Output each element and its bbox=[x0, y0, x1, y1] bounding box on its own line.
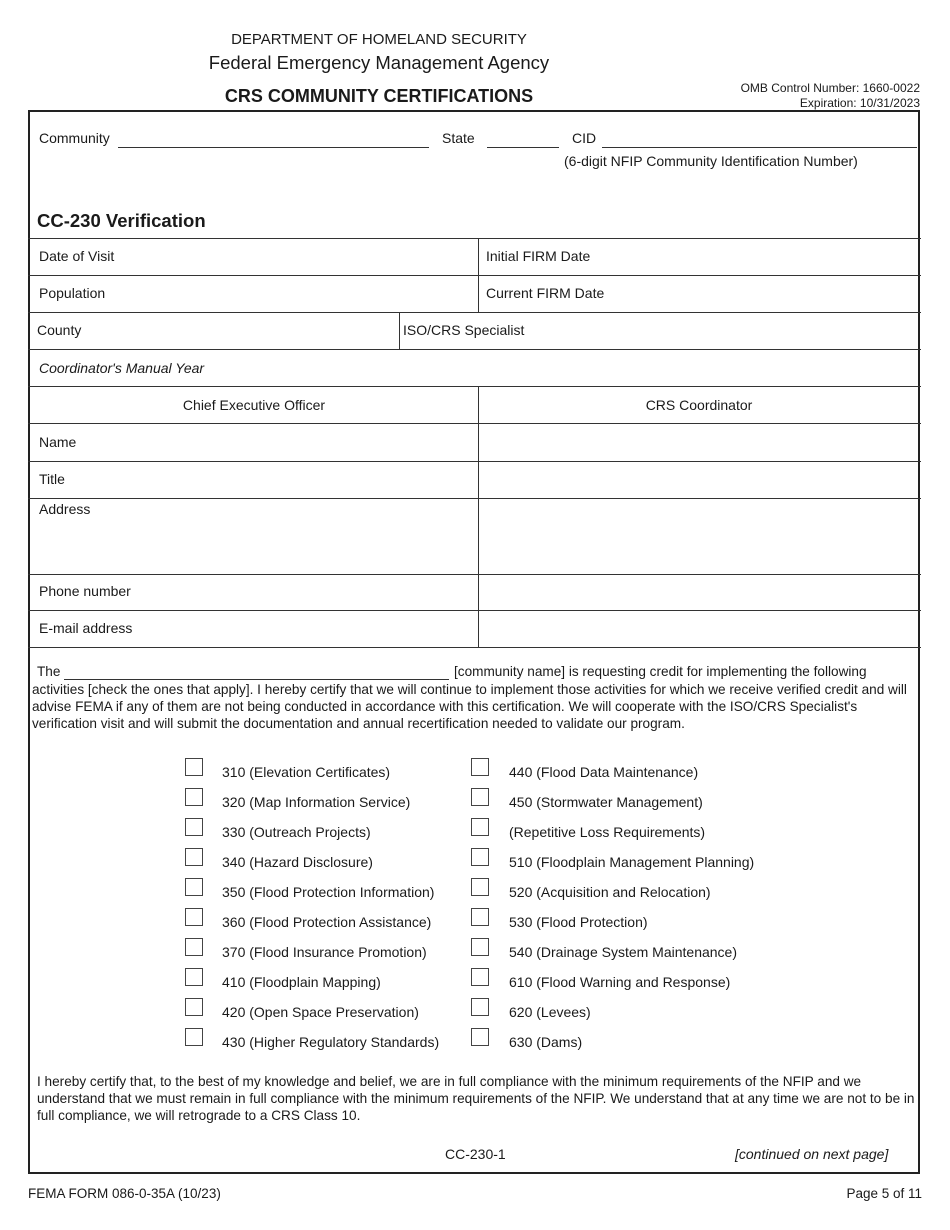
activity-label: 510 (Floodplain Management Planning) bbox=[509, 854, 755, 870]
community-input[interactable] bbox=[118, 147, 429, 148]
checkbox-340[interactable] bbox=[185, 848, 203, 866]
activity-label: 340 (Hazard Disclosure) bbox=[222, 854, 373, 870]
community-label: Community bbox=[39, 130, 110, 146]
checkbox-repetitive-loss[interactable] bbox=[471, 818, 489, 836]
certification-body: activities [check the ones that apply]. I hereby certify that we will continue to implement those activities for which we receive verified credit and will advise FEMA if any of them are not being conducted in accordance with this certification. We will cooperate with the ISO/CRS Specialist's verification visit and will submit the documentation and annual recertification needed to validate our program. bbox=[32, 682, 907, 731]
iso-crs-specialist-label: ISO/CRS Specialist bbox=[403, 322, 525, 338]
cid-label: CID bbox=[572, 130, 597, 146]
page-number: Page 5 of 11 bbox=[846, 1186, 922, 1201]
title-label: Title bbox=[39, 471, 65, 487]
omb-control-number: OMB Control Number: 1660-0022 bbox=[740, 81, 920, 95]
checkbox-450[interactable] bbox=[471, 788, 489, 806]
checkbox-440[interactable] bbox=[471, 758, 489, 776]
checkbox-360[interactable] bbox=[185, 908, 203, 926]
activity-label: 360 (Flood Protection Assistance) bbox=[222, 914, 432, 930]
activity-label: 410 (Floodplain Mapping) bbox=[222, 974, 381, 990]
cid-note: (6-digit NFIP Community Identification Number) bbox=[564, 153, 858, 169]
activity-label: 630 (Dams) bbox=[509, 1034, 583, 1050]
section-title: CC-230 Verification bbox=[37, 210, 206, 231]
manual-year-label: Coordinator's Manual Year bbox=[39, 360, 205, 376]
checkbox-350[interactable] bbox=[185, 878, 203, 896]
activity-label: 530 (Flood Protection) bbox=[509, 914, 648, 930]
checkbox-620[interactable] bbox=[471, 998, 489, 1016]
checkbox-370[interactable] bbox=[185, 938, 203, 956]
page-code: CC-230-1 bbox=[445, 1146, 506, 1162]
population-label: Population bbox=[39, 285, 106, 301]
department-heading: DEPARTMENT OF HOMELAND SECURITY bbox=[231, 31, 527, 48]
checkbox-540[interactable] bbox=[471, 938, 489, 956]
activity-label: 370 (Flood Insurance Promotion) bbox=[222, 944, 427, 960]
name-label: Name bbox=[39, 434, 77, 450]
agency-heading: Federal Emergency Management Agency bbox=[208, 52, 550, 73]
form-number: FEMA FORM 086-0-35A (10/23) bbox=[28, 1186, 221, 1201]
checkbox-430[interactable] bbox=[185, 1028, 203, 1046]
community-name-input[interactable] bbox=[64, 679, 449, 680]
activity-label: 310 (Elevation Certificates) bbox=[222, 764, 391, 780]
activity-label: 330 (Outreach Projects) bbox=[222, 824, 371, 840]
form-title: CRS COMMUNITY CERTIFICATIONS bbox=[224, 86, 534, 106]
activity-label: 620 (Levees) bbox=[509, 1004, 591, 1020]
continued-note: [continued on next page] bbox=[735, 1146, 889, 1162]
current-firm-date-label: Current FIRM Date bbox=[486, 285, 605, 301]
checkbox-610[interactable] bbox=[471, 968, 489, 986]
checkbox-410[interactable] bbox=[185, 968, 203, 986]
coordinator-column-header: CRS Coordinator bbox=[645, 397, 753, 413]
phone-label: Phone number bbox=[39, 583, 131, 599]
activity-label: 420 (Open Space Preservation) bbox=[222, 1004, 419, 1020]
activity-label: 440 (Flood Data Maintenance) bbox=[509, 764, 699, 780]
activity-label: 610 (Flood Warning and Response) bbox=[509, 974, 731, 990]
checkbox-510[interactable] bbox=[471, 848, 489, 866]
activity-label: 350 (Flood Protection Information) bbox=[222, 884, 435, 900]
checkbox-530[interactable] bbox=[471, 908, 489, 926]
checkbox-420[interactable] bbox=[185, 998, 203, 1016]
state-input[interactable] bbox=[487, 147, 559, 148]
initial-firm-date-label: Initial FIRM Date bbox=[486, 248, 591, 264]
activity-label: 450 (Stormwater Management) bbox=[509, 794, 703, 810]
checkbox-520[interactable] bbox=[471, 878, 489, 896]
date-of-visit-label: Date of Visit bbox=[39, 248, 115, 264]
compliance-statement: I hereby certify that, to the best of my knowledge and belief, we are in full compliance with the minimum requirements of the NFIP and we understand that we must remain in full compliance with the minimum requirements of the NFIP. We understand that at any time we are not to be in full compliance, we will retrograde to a CRS Class 10. bbox=[37, 1074, 915, 1123]
checkbox-330[interactable] bbox=[185, 818, 203, 836]
county-label: County bbox=[37, 322, 82, 338]
address-label: Address bbox=[39, 501, 91, 517]
activity-label: 430 (Higher Regulatory Standards) bbox=[222, 1034, 440, 1050]
expiration-date: Expiration: 10/31/2023 bbox=[799, 96, 920, 110]
activity-label: 540 (Drainage System Maintenance) bbox=[509, 944, 738, 960]
activity-label: 320 (Map Information Service) bbox=[222, 794, 411, 810]
certification-line1: [community name] is requesting credit for implementing the following bbox=[454, 664, 867, 679]
checkbox-320[interactable] bbox=[185, 788, 203, 806]
email-label: E-mail address bbox=[39, 620, 133, 636]
activity-label: (Repetitive Loss Requirements) bbox=[509, 824, 706, 840]
checkbox-630[interactable] bbox=[471, 1028, 489, 1046]
state-label: State bbox=[442, 130, 475, 146]
the-label: The bbox=[37, 664, 61, 679]
cid-input[interactable] bbox=[602, 147, 917, 148]
activity-label: 520 (Acquisition and Relocation) bbox=[509, 884, 711, 900]
checkbox-310[interactable] bbox=[185, 758, 203, 776]
ceo-column-header: Chief Executive Officer bbox=[182, 397, 326, 413]
